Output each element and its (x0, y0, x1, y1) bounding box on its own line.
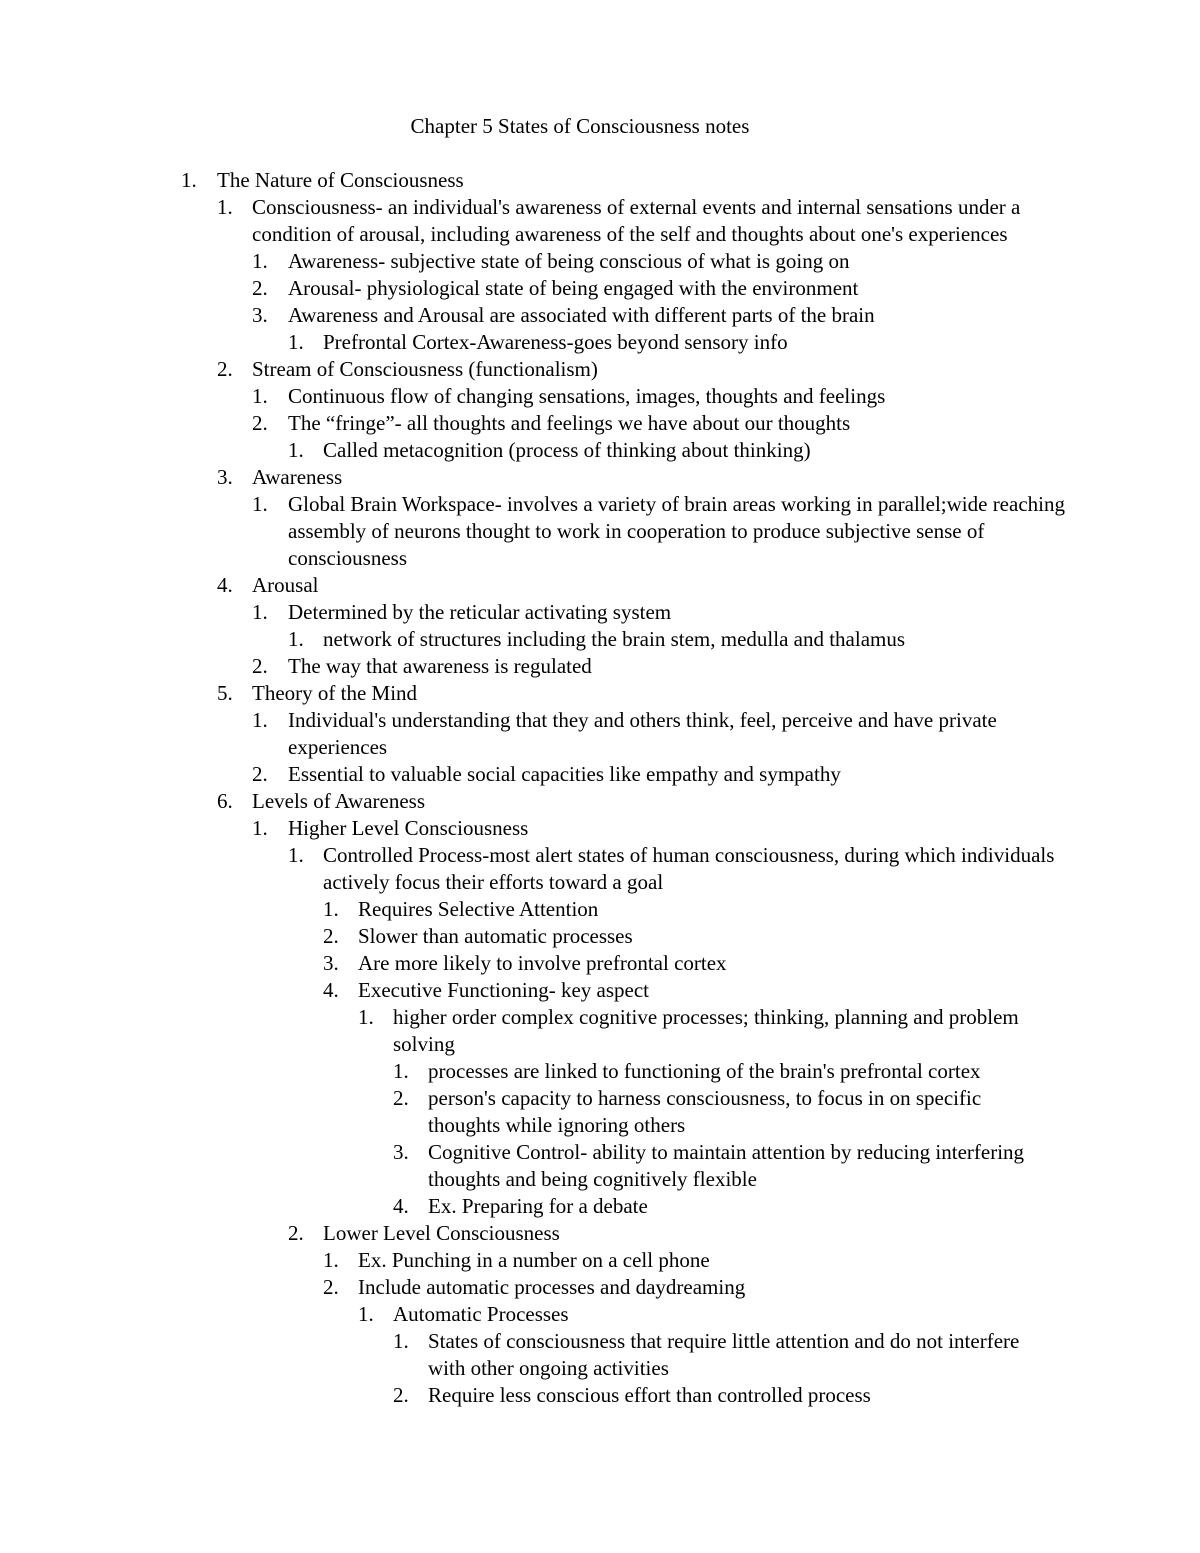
list-item (0, 437, 1200, 464)
list-item (0, 491, 1200, 572)
list-item (0, 464, 1200, 491)
list-item (0, 1247, 1200, 1274)
list-item-text: Cognitive Control- ability to maintain attention by reducing interfering thoughts and being cognitively flexible (428, 1140, 1025, 1191)
list-item-text: network of structures including the brain stem, medulla and thalamus (323, 627, 906, 651)
list-item-number: 1. (252, 708, 268, 732)
list-item-number: 3. (217, 465, 233, 489)
list-item (0, 383, 1200, 410)
list-item (0, 842, 1200, 896)
list-item-text: Awareness and Arousal are associated with different parts of the brain (288, 303, 875, 327)
list-item (0, 626, 1200, 653)
list-item (0, 815, 1200, 842)
list-item (0, 950, 1200, 977)
list-item-text: Arousal (252, 573, 319, 597)
list-item-number: 2. (252, 411, 268, 435)
list-item-text: Are more likely to involve prefrontal cortex (358, 951, 727, 975)
list-item-text: Individual's understanding that they and others think, feel, perceive and have private experiences (288, 708, 997, 759)
list-item (0, 761, 1200, 788)
list-item-number: 1. (358, 1302, 374, 1326)
list-item (0, 707, 1200, 761)
list-item-text: Arousal- physiological state of being engaged with the environment (288, 276, 859, 300)
page-title: Chapter 5 States of Consciousness notes (410, 114, 750, 138)
list-item (0, 653, 1200, 680)
list-item-number: 3. (393, 1140, 409, 1164)
list-item-number: 2. (288, 1221, 304, 1245)
list-item-number: 1. (288, 330, 304, 354)
list-item-text: The Nature of Consciousness (217, 168, 464, 192)
list-item-number: 4. (393, 1194, 409, 1218)
list-item-text: Global Brain Workspace- involves a variety of brain areas working in parallel;wide reaching assembly of neurons thought to work in cooperation to produce subjective sense of consciousness (288, 492, 1065, 570)
list-item (0, 572, 1200, 599)
list-item (0, 1085, 1200, 1139)
list-item (0, 248, 1200, 275)
list-item-text: Theory of the Mind (252, 681, 418, 705)
list-item-number: 2. (217, 357, 233, 381)
list-item-text: Higher Level Consciousness (288, 816, 529, 840)
list-item-number: 1. (217, 195, 233, 219)
list-item-text: higher order complex cognitive processes; thinking, planning and problem solving (393, 1005, 1019, 1056)
list-item (0, 599, 1200, 626)
list-item-number: 1. (323, 897, 339, 921)
list-item (0, 410, 1200, 437)
list-item-text: Determined by the reticular activating system (288, 600, 672, 624)
list-item-text: Executive Functioning- key aspect (358, 978, 649, 1002)
list-item-text: Lower Level Consciousness (323, 1221, 560, 1245)
list-item-text: Levels of Awareness (252, 789, 426, 813)
list-item-text: The way that awareness is regulated (288, 654, 592, 678)
list-item-number: 2. (323, 1275, 339, 1299)
list-item-text: Requires Selective Attention (358, 897, 599, 921)
list-item (0, 1058, 1200, 1085)
list-item-text: Ex. Punching in a number on a cell phone (358, 1248, 710, 1272)
outline-list (0, 167, 1200, 1409)
list-item (0, 1301, 1200, 1328)
list-item (0, 977, 1200, 1004)
list-item (0, 1220, 1200, 1247)
list-item-number: 1. (252, 816, 268, 840)
list-item-number: 1. (393, 1329, 409, 1353)
list-item-number: 2. (323, 924, 339, 948)
list-item-number: 1. (181, 168, 197, 192)
list-item-number: 1. (358, 1005, 374, 1029)
list-item-number: 4. (217, 573, 233, 597)
list-item-number: 3. (252, 303, 268, 327)
list-item-text: Stream of Consciousness (functionalism) (252, 357, 598, 381)
list-item (0, 896, 1200, 923)
list-item (0, 1193, 1200, 1220)
list-item-number: 2. (393, 1383, 409, 1407)
list-item-text: States of consciousness that require little attention and do not interfere with other ongoing activities (428, 1329, 1020, 1380)
list-item-number: 2. (252, 654, 268, 678)
list-item-text: processes are linked to functioning of the brain's prefrontal cortex (428, 1059, 981, 1083)
list-item-number: 2. (252, 276, 268, 300)
list-item-number: 1. (288, 843, 304, 867)
list-item (0, 680, 1200, 707)
list-item (0, 275, 1200, 302)
list-item-text: Automatic Processes (393, 1302, 569, 1326)
list-item (0, 329, 1200, 356)
list-item-text: Require less conscious effort than controlled process (428, 1383, 871, 1407)
list-item (0, 1004, 1200, 1058)
list-item (0, 1382, 1200, 1409)
list-item-text: Called metacognition (process of thinking about thinking) (323, 438, 811, 462)
list-item-number: 6. (217, 789, 233, 813)
list-item-number: 1. (393, 1059, 409, 1083)
list-item (0, 167, 1200, 194)
list-item-number: 1. (252, 492, 268, 516)
list-item-number: 1. (252, 249, 268, 273)
list-item-text: person's capacity to harness consciousness, to focus in on specific thoughts while ignoring others (428, 1086, 982, 1137)
list-item-number: 4. (323, 978, 339, 1002)
list-item-text: Continuous flow of changing sensations, images, thoughts and feelings (288, 384, 886, 408)
list-item-text: Ex. Preparing for a debate (428, 1194, 648, 1218)
list-item-number: 1. (323, 1248, 339, 1272)
list-item-text: Include automatic processes and daydreaming (358, 1275, 746, 1299)
list-item-number: 1. (252, 600, 268, 624)
list-item-text: Awareness (252, 465, 343, 489)
list-item-text: Awareness- subjective state of being conscious of what is going on (288, 249, 850, 273)
list-item (0, 1328, 1200, 1382)
list-item (0, 302, 1200, 329)
list-item-number: 5. (217, 681, 233, 705)
list-item-number: 1. (288, 627, 304, 651)
list-item-text: Prefrontal Cortex-Awareness-goes beyond sensory info (323, 330, 788, 354)
list-item-text: The “fringe”- all thoughts and feelings we have about our thoughts (288, 411, 851, 435)
list-item-text: Slower than automatic processes (358, 924, 633, 948)
list-item-number: 2. (393, 1086, 409, 1110)
list-item (0, 923, 1200, 950)
list-item (0, 788, 1200, 815)
list-item-text: Consciousness- an individual's awareness of external events and internal sensations under a condition of arousal, including awareness of the self and thoughts about one's experiences (252, 195, 1021, 246)
list-item (0, 194, 1200, 248)
list-item-text: Controlled Process-most alert states of human consciousness, during which individuals actively focus their efforts toward a goal (323, 843, 1055, 894)
list-item-number: 1. (252, 384, 268, 408)
list-item (0, 1274, 1200, 1301)
list-item-number: 2. (252, 762, 268, 786)
list-item (0, 1139, 1200, 1193)
list-item (0, 356, 1200, 383)
list-item-number: 3. (323, 951, 339, 975)
list-item-text: Essential to valuable social capacities like empathy and sympathy (288, 762, 841, 786)
list-item-number: 1. (288, 438, 304, 462)
